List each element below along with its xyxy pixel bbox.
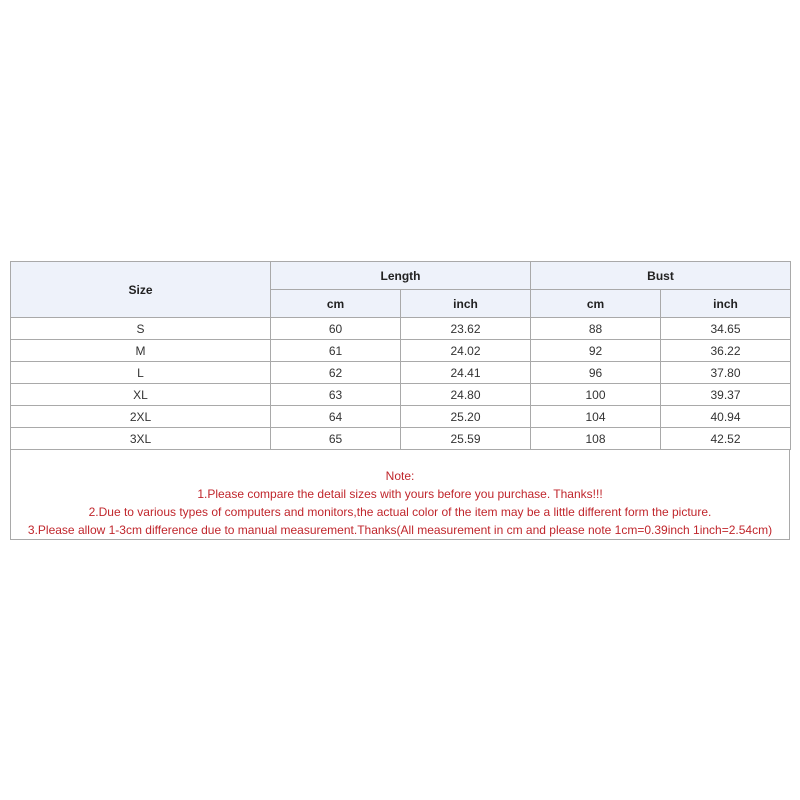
length-cm-cell: 64	[271, 406, 401, 428]
length-inch-header: inch	[401, 290, 531, 318]
table-row	[11, 428, 791, 450]
note-line-3: 3.Please allow 1-3cm difference due to manual measurement.Thanks(All measurement in cm and please note 1cm=0.39inch 1inch=2.54cm)	[27, 523, 773, 537]
bust-cm-cell: 96	[531, 362, 661, 384]
table-row	[11, 384, 791, 406]
bust-group-header: Bust	[531, 262, 791, 290]
bust-inch-cell: 36.22	[661, 340, 791, 362]
note-line-1: 1.Please compare the detail sizes with yours before you purchase. Thanks!!!	[197, 487, 603, 501]
size-cell: XL	[11, 384, 271, 406]
table-row	[11, 362, 791, 384]
length-inch-cell: 25.20	[401, 406, 531, 428]
size-cell: 3XL	[11, 428, 271, 450]
length-inch-cell: 23.62	[401, 318, 531, 340]
size-cell: M	[11, 340, 271, 362]
length-cm-cell: 61	[271, 340, 401, 362]
length-group-header: Length	[271, 262, 531, 290]
note-line-2: 2.Due to various types of computers and monitors,the actual color of the item may be a little different form the picture.	[88, 505, 712, 519]
bust-cm-cell: 108	[531, 428, 661, 450]
notes-section	[11, 467, 789, 539]
bust-cm-cell: 104	[531, 406, 661, 428]
length-inch-cell: 24.80	[401, 384, 531, 406]
bust-inch-cell: 42.52	[661, 428, 791, 450]
length-cm-header: cm	[271, 290, 401, 318]
bust-cm-cell: 92	[531, 340, 661, 362]
size-cell: S	[11, 318, 271, 340]
length-inch-cell: 24.02	[401, 340, 531, 362]
size-chart	[10, 261, 790, 540]
size-cell: 2XL	[11, 406, 271, 428]
length-inch-cell: 24.41	[401, 362, 531, 384]
length-cm-cell: 62	[271, 362, 401, 384]
bust-inch-header: inch	[661, 290, 791, 318]
length-cm-cell: 60	[271, 318, 401, 340]
length-cm-cell: 65	[271, 428, 401, 450]
bust-inch-cell: 34.65	[661, 318, 791, 340]
bust-inch-cell: 37.80	[661, 362, 791, 384]
size-cell: L	[11, 362, 271, 384]
table-header-row	[11, 262, 791, 290]
size-header: Size	[11, 262, 271, 318]
length-cm-cell: 63	[271, 384, 401, 406]
note-title: Note:	[385, 469, 415, 483]
table-row	[11, 406, 791, 428]
bust-inch-cell: 40.94	[661, 406, 791, 428]
bust-cm-header: cm	[531, 290, 661, 318]
table-row	[11, 318, 791, 340]
size-table	[10, 261, 791, 450]
bust-cm-cell: 100	[531, 384, 661, 406]
table-row	[11, 340, 791, 362]
bust-inch-cell: 39.37	[661, 384, 791, 406]
bust-cm-cell: 88	[531, 318, 661, 340]
length-inch-cell: 25.59	[401, 428, 531, 450]
